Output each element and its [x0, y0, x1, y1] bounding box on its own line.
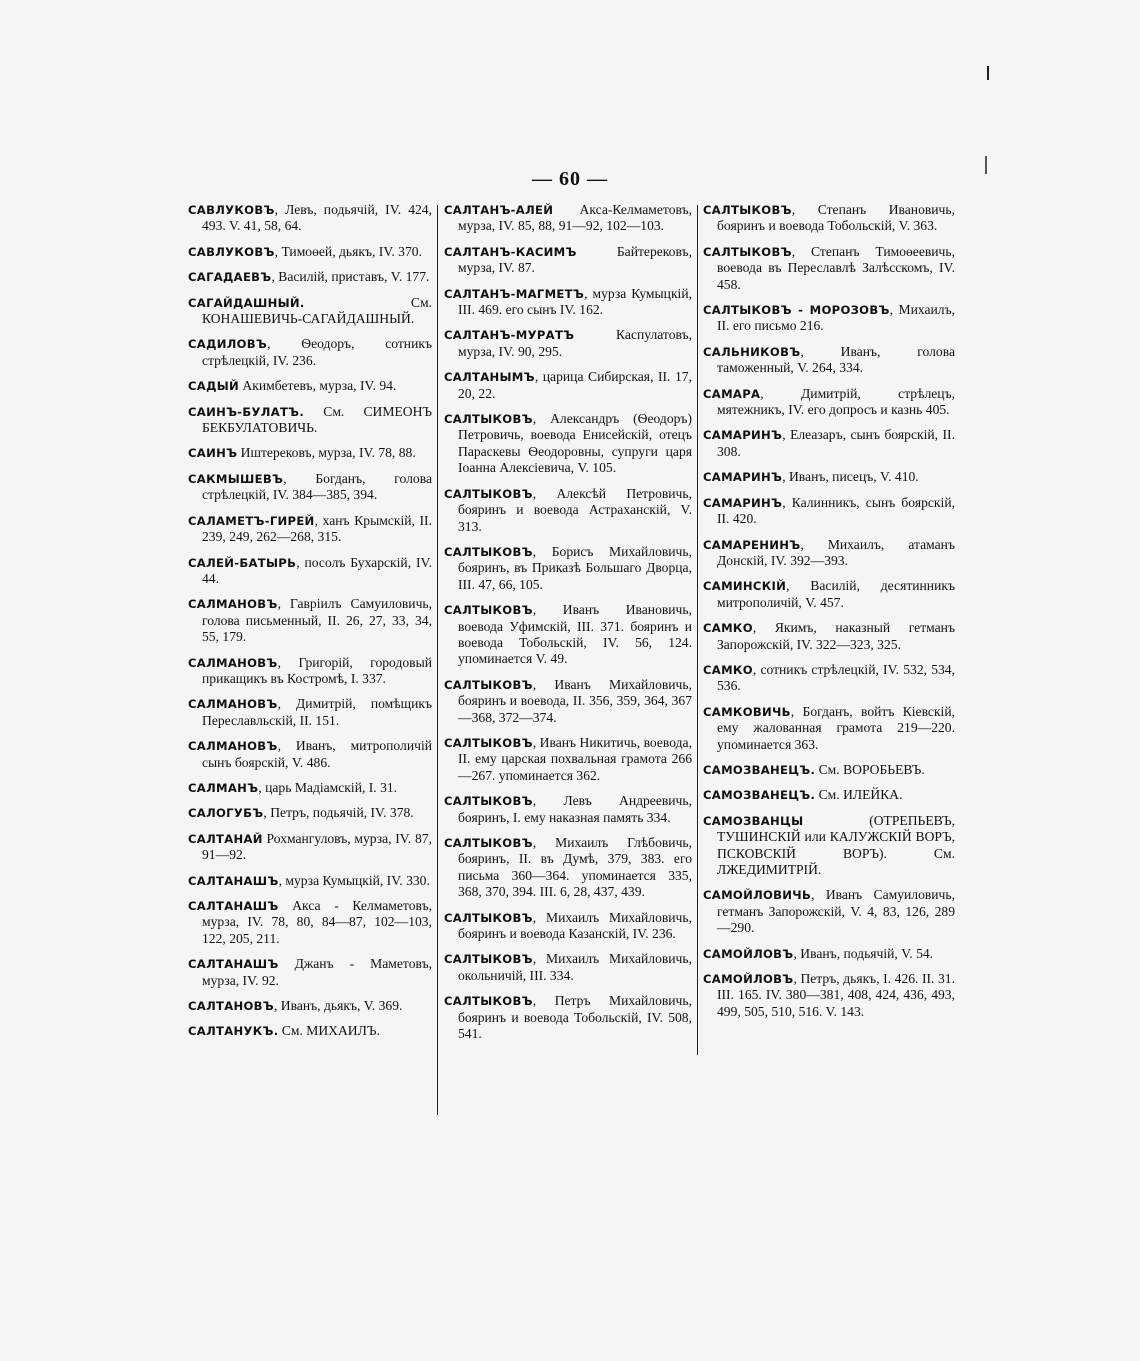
entry-headword: САМКО — [703, 621, 753, 636]
index-entry — [188, 831, 432, 864]
index-entry — [188, 998, 432, 1014]
entry-text: , Степанъ Ивановичь, бояринъ и воевода Тобольскій, V. 363. — [717, 202, 955, 234]
entry-text: , мурза Кумыцкій, III. 469. его сынъ IV. 162. — [458, 285, 692, 318]
entry-text: См. МИХАИЛЪ. — [278, 1023, 380, 1039]
index-entry — [703, 971, 955, 1020]
index-entry — [703, 537, 955, 570]
entry-headword: САЛТЫКОВЪ — [444, 952, 533, 967]
entry-text: , Иванъ Михайловичь, бояринъ и воевода, II. 356, 359, 364, 367—368, 372—374. — [458, 676, 692, 725]
entry-headword: САЛТАНЪ-МУРАТЪ — [444, 328, 575, 343]
index-entry — [703, 344, 955, 377]
entry-text: , Димитрій, стрѣлецъ, мятежникъ, IV. его допросъ и казнь 405. — [717, 385, 955, 418]
entry-headword: САМАРИНЪ — [703, 495, 783, 510]
entry-text: , Михаилъ Глѣбовичь, бояринъ, II. въ Думѣ, 379, 383. его письма 360—364. упоминается 335, 368, 370, 394. III. 6, 28, 437, 439. — [458, 835, 692, 900]
entry-headword: САМОЙЛОВЪ — [703, 972, 794, 987]
entry-headword: САЛЬНИКОВЪ — [703, 344, 801, 359]
entry-headword: САЛТЫКОВЪ — [444, 794, 533, 809]
index-entry — [703, 302, 955, 335]
index-entry — [703, 762, 955, 778]
entry-headword: САЛТЫКОВЪ — [444, 994, 533, 1009]
entry-text: , посолъ Бухарскій, IV. 44. — [202, 554, 432, 586]
index-entry — [703, 578, 955, 611]
entry-headword: САЛМАНОВЪ — [188, 597, 278, 612]
index-entry — [703, 620, 955, 653]
entry-text: См. КОНАШЕВИЧЬ-САГАЙДАШНЫЙ. — [202, 294, 432, 327]
entry-text: , Иванъ Никитичь, воевода, II. ему царская похвальная грамота 266—267. упоминается 362. — [458, 734, 692, 783]
entry-text: , Тимоѳей, дьякъ, IV. 370. — [274, 243, 422, 259]
entry-text: Акса - Келмаметовъ, мурза, IV. 78, 80, 84—87, 102—103, 122, 205, 211. — [202, 898, 432, 946]
entry-text: , Василій, приставъ, V. 177. — [271, 269, 430, 285]
entry-headword: САЛТЫКОВЪ — [444, 735, 533, 750]
entry-headword: САМКО — [703, 662, 753, 677]
entry-headword: САЛТАНАЙ — [188, 831, 263, 846]
entry-headword: САМАРЕНИНЪ — [703, 537, 801, 552]
entry-headword: САМКОВИЧЬ — [703, 704, 791, 719]
index-entry — [444, 411, 692, 477]
index-entry — [188, 655, 432, 688]
entry-headword: САЛТЫКОВЪ — [444, 677, 533, 692]
index-entry — [444, 286, 692, 319]
index-entry — [444, 602, 692, 668]
index-entry — [444, 835, 692, 901]
entry-text: , Григорій, городовый прикащикъ въ Костромѣ, I. 337. — [202, 654, 432, 686]
index-entry — [188, 513, 432, 546]
entry-headword: САИНЪ-БУЛАТЪ. — [188, 404, 305, 419]
entry-headword: САГАЙДАШНЫЙ. — [188, 295, 305, 310]
entry-headword: САВЛУКОВЪ — [188, 203, 275, 217]
index-entry — [188, 295, 432, 328]
entry-text: Джанъ - Маметовъ, мурза, IV. 92. — [202, 956, 432, 988]
index-entry — [188, 378, 432, 394]
entry-text: , царь Мадіамскій, I. 31. — [258, 779, 398, 795]
entry-headword: САМОЗВАНЦЫ — [703, 813, 804, 828]
entry-headword: САДИЛОВЪ — [188, 337, 268, 352]
entry-text: , Димитрій, помѣщикъ Переславльскій, II. 151. — [202, 696, 432, 728]
index-entry — [703, 202, 955, 235]
index-entry — [444, 486, 692, 535]
entry-text: См. ВОРОБЬЕВЪ. — [815, 761, 925, 777]
entry-text: Акимбетевъ, мурза, IV. 94. — [239, 378, 397, 394]
entry-headword: САЛОГУБЪ — [188, 806, 264, 821]
entry-headword: САЛТАНЪ-МАГМЕТЪ — [444, 286, 585, 301]
entry-headword: САМОЗВАНЕЦЪ. — [703, 762, 816, 777]
index-entry — [444, 951, 692, 984]
entry-headword: САЛТАНАШЪ — [188, 873, 279, 888]
entry-text: , Алексѣй Петровичь, бояринъ и воевода Астраханскій, V. 313. — [458, 485, 692, 534]
index-entry — [188, 596, 432, 645]
entry-headword: САЛТЫКОВЪ — [444, 603, 533, 618]
entry-text: , Гавріилъ Самуиловичь, голова письменный, II. 26, 27, 33, 34, 55, 179. — [202, 596, 432, 645]
index-entry — [188, 956, 432, 989]
index-entry — [444, 244, 692, 277]
entry-text: , Василій, десятинникъ митрополичій, V. 457. — [717, 578, 955, 610]
entry-text: , царица Сибирская, II. 17, 20, 22. — [458, 369, 692, 401]
entry-text: , Степанъ Тимоѳеевичь, воевода въ Переславлѣ Залѣсскомъ, IV. 458. — [717, 243, 955, 292]
entry-text: , Иванъ, голова таможенный, V. 264, 334. — [717, 343, 955, 376]
entry-headword: САМОЗВАНЕЦЪ. — [703, 788, 816, 803]
index-entry — [703, 787, 955, 803]
entry-headword: САЛТЫКОВЪ — [444, 412, 533, 427]
entry-text: Акса-Келмаметовъ, мурза, IV. 85, 88, 91—92, 102—103. — [458, 202, 692, 234]
index-entry — [703, 887, 955, 936]
index-entry — [188, 336, 432, 369]
entry-text: , Богданъ, голова стрѣлецкій, IV. 384—385, 394. — [202, 470, 432, 503]
index-entry — [703, 946, 955, 962]
entry-headword: САЛТАНОВЪ — [188, 999, 274, 1014]
entry-headword: САЛТАНАШЪ — [188, 957, 279, 972]
entry-text: , Михаилъ, II. его письмо 216. — [717, 302, 956, 334]
entry-headword: САЛТАНУКЪ. — [188, 1024, 279, 1039]
entry-headword: САЛМАНОВЪ — [188, 697, 278, 712]
entry-headword: САЛАМЕТЪ-ГИРЕЙ — [188, 513, 315, 528]
entry-text: Каспулатовъ, мурза, IV. 90, 295. — [458, 327, 692, 359]
entry-headword: САЛТЫКОВЪ — [703, 244, 792, 259]
index-entry — [444, 793, 692, 826]
entry-headword: САМОЙЛОВИЧЬ — [703, 888, 812, 903]
entry-headword: САМАРИНЪ — [703, 470, 783, 485]
index-entry — [188, 269, 432, 285]
margin-mark — [985, 156, 987, 174]
index-entry — [188, 873, 432, 889]
index-entry — [703, 813, 955, 879]
entry-text: , Якимъ, наказный гетманъ Запорожскій, IV. 322—323, 325. — [717, 620, 955, 652]
index-entry — [703, 427, 955, 460]
entry-headword: САЛТЫКОВЪ — [444, 486, 533, 501]
entry-text: (ОТРЕПЬЕВЪ, ТУШИНСКІЙ или КАЛУЖСКІЙ ВОРЪ, ПСКОВСКІЙ ВОРЪ). См. ЛЖЕДИМИТРІЙ. — [717, 812, 955, 877]
entry-text: , ханъ Крымскій, II. 239, 249, 262—268, 315. — [202, 512, 432, 545]
index-entry — [444, 202, 692, 235]
entry-headword: САИНЪ — [188, 446, 238, 461]
page-number: — 60 — — [532, 168, 608, 190]
entry-text: , Иванъ, митрополичій сынъ боярскій, V. 486. — [202, 738, 432, 770]
index-entry — [188, 696, 432, 729]
index-entry — [188, 1023, 432, 1039]
entry-text: , Левъ Андреевичь, бояринъ, I. ему наказная память 334. — [458, 793, 692, 825]
entry-text: , Иванъ Самуиловичь, гетманъ Запорожскій, V. 4, 83, 126, 289—290. — [717, 887, 955, 936]
index-entry — [444, 327, 692, 360]
column-rule-right — [697, 205, 698, 1055]
entry-text: , Петръ, дьякъ, I. 426. II. 31. III. 165. IV. 380—381, 408, 424, 436, 493, 499, 505, 510, 516. V. 143. — [717, 971, 955, 1019]
entry-text: Байтерековъ, мурза, IV. 87. — [458, 243, 692, 276]
entry-headword: САЛМАНОВЪ — [188, 739, 278, 754]
entry-text: , Иванъ Ивановичь, воевода Уфимскій, III. 371. бояринъ и воевода Тобольскій, IV. 56, 124. упоминается V. 49. — [458, 602, 692, 667]
entry-text: , Александръ (Ѳеодоръ) Петровичь, воевода Енисейскій, отецъ Параскевы Ѳеодоровны, супруги царя Іоанна Алексіевича, V. 105. — [458, 411, 692, 476]
index-entry — [444, 544, 692, 593]
index-entry — [188, 738, 432, 771]
entry-headword: САМАРИНЪ — [703, 428, 783, 443]
entry-text: , Иванъ, подьячій, V. 54. — [793, 945, 934, 961]
entry-headword: САЛТЫКОВЪ — [444, 544, 533, 559]
index-entry — [703, 495, 955, 528]
entry-headword: САДЫЙ — [188, 379, 240, 394]
index-entry — [444, 910, 692, 943]
entry-headword: САЛТАНЪ-КАСИМЪ — [444, 244, 577, 259]
entry-text: , Михаилъ Михайловичь, бояринъ и воевода Казанскій, IV. 236. — [458, 909, 692, 942]
entry-text: Рохмангуловъ, мурза, IV. 87, 91—92. — [202, 830, 432, 863]
index-entry — [444, 993, 692, 1042]
entry-text: Иштерековъ, мурза, IV. 78, 88. — [237, 445, 416, 461]
entry-text: , Петръ, подьячій, IV. 378. — [263, 805, 414, 821]
index-entry — [188, 404, 432, 437]
index-entry — [188, 555, 432, 588]
entry-text: , Иванъ, писецъ, V. 410. — [782, 469, 919, 485]
entry-text: , Борисъ Михайловичь, бояринъ, въ Приказѣ Большаго Дворца, III. 47, 66, 105. — [458, 543, 692, 592]
index-entry — [703, 469, 955, 485]
entry-headword: САГАДАЕВЪ — [188, 270, 272, 285]
entry-headword: САЛТЫКОВЪ — [703, 203, 792, 217]
index-entry — [444, 369, 692, 402]
entry-headword: САЛМАНОВЪ — [188, 655, 278, 670]
entry-text: См. СИМЕОНЪ БЕКБУЛАТОВИЧЬ. — [202, 403, 432, 436]
entry-text: См. ИЛЕЙКА. — [815, 787, 903, 803]
entry-text: , сотникъ стрѣлецкій, IV. 532, 534, 536. — [717, 661, 955, 694]
entry-headword: САЛМАНЪ — [188, 780, 259, 795]
index-entry — [188, 471, 432, 504]
entry-headword: САКМЫШЕВЪ — [188, 471, 284, 486]
index-entry — [703, 662, 955, 695]
entry-headword: САЛТЫКОВЪ — [444, 836, 533, 850]
entry-headword: САЛТЫКОВЪ - МОРОЗОВЪ — [703, 303, 890, 318]
entry-headword: САВЛУКОВЪ — [188, 244, 275, 259]
entry-text: , Богданъ, войтъ Кіевскій, ему жалованная грамота 219—220. упоминается 363. — [717, 703, 955, 752]
entry-headword: САМИНСКІЙ — [703, 579, 787, 594]
index-column-3 — [703, 202, 955, 1029]
entry-headword: САЛТЫКОВЪ — [444, 910, 533, 925]
entry-text: , Иванъ, дьякъ, V. 369. — [273, 998, 403, 1014]
index-column-2 — [444, 202, 692, 1051]
entry-text: , Елеазаръ, сынъ боярскій, II. 308. — [717, 427, 955, 459]
index-column-1 — [188, 202, 432, 1049]
entry-text: , Михаилъ Михайловичь, окольничій, III. 334. — [458, 951, 692, 983]
entry-headword: САЛЕЙ-БАТЫРЬ — [188, 555, 297, 570]
entry-headword: САЛТАНЪ-АЛЕЙ — [444, 203, 554, 217]
entry-headword: САМАРА — [703, 386, 761, 401]
entry-text: , мурза Кумыцкій, IV. 330. — [278, 872, 430, 888]
entry-text: , Калинникъ, сынъ боярскій, II. 420. — [717, 494, 955, 527]
entry-headword: САЛТАНАШЪ — [188, 899, 279, 913]
index-entry — [188, 780, 432, 796]
index-entry — [444, 677, 692, 726]
entry-headword: САЛТАНЫМЪ — [444, 370, 535, 385]
entry-text: , Петръ Михайловичь, бояринъ и воевода Тобольскій, IV. 508, 541. — [458, 993, 692, 1042]
entry-headword: САМОЙЛОВЪ — [703, 946, 794, 961]
index-entry — [703, 704, 955, 753]
entry-text: , Левъ, подьячій, IV. 424, 493. V. 41, 58, 64. — [202, 202, 432, 234]
index-entry — [188, 898, 432, 947]
entry-text: , Ѳеодоръ, сотникъ стрѣлецкій, IV. 236. — [202, 336, 432, 368]
index-entry — [188, 244, 432, 260]
index-entry — [188, 805, 432, 821]
column-rule-left — [437, 205, 438, 1115]
index-entry — [703, 386, 955, 419]
index-entry — [188, 445, 432, 461]
index-entry — [444, 735, 692, 784]
index-entry — [188, 202, 432, 235]
margin-mark — [987, 66, 989, 80]
index-entry — [703, 244, 955, 293]
entry-text: , Михаилъ, атаманъ Донскій, IV. 392—393. — [717, 536, 955, 568]
